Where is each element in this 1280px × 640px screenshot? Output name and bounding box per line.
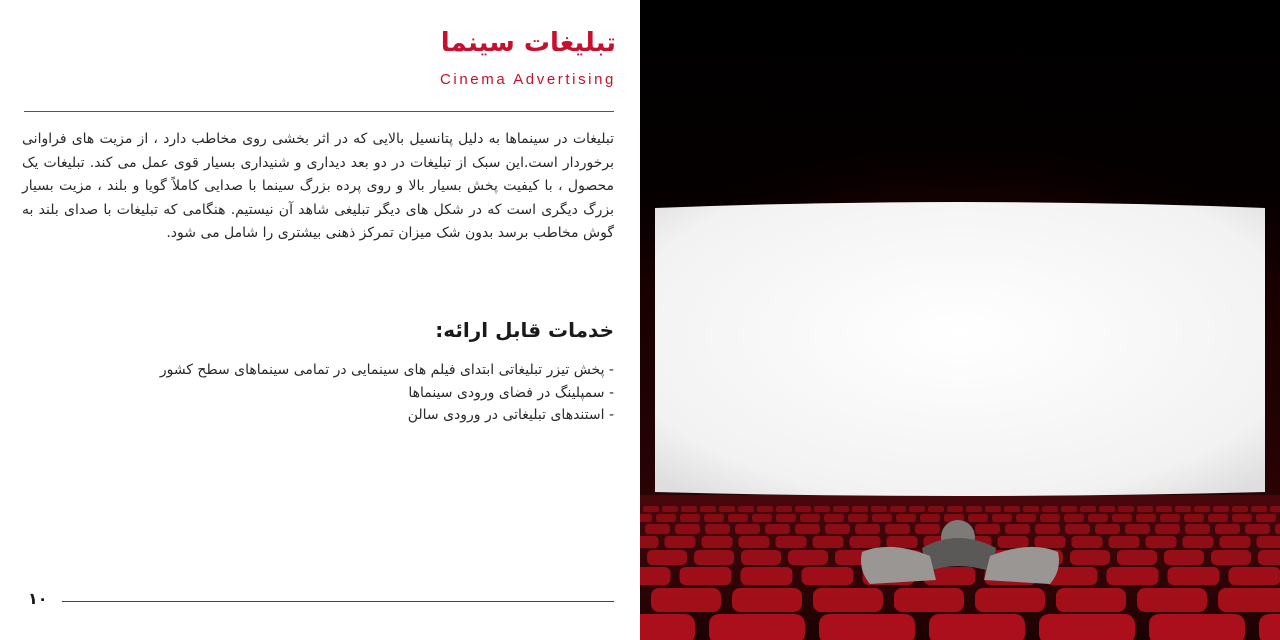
cinema-seat (1208, 514, 1228, 522)
cinema-seat (825, 524, 850, 534)
header-divider (24, 111, 614, 112)
cinema-seat (795, 524, 820, 534)
cinema-seat (776, 506, 792, 512)
page-subtitle: Cinema Advertising (439, 71, 616, 88)
cinema-seat (1184, 514, 1204, 522)
cinema-seat (1232, 506, 1248, 512)
cinema-seat (1080, 506, 1096, 512)
cinema-seat (1155, 524, 1180, 534)
cinema-seat (1137, 588, 1207, 612)
cinema-seat (915, 524, 940, 534)
cinema-seat (896, 514, 916, 522)
cinema-seat (1245, 524, 1270, 534)
cinema-seat (1035, 536, 1066, 548)
cinema-seat (824, 514, 844, 522)
cinema-seat (675, 524, 700, 534)
cinema-seat (1211, 550, 1251, 565)
cinema-seat (1117, 550, 1157, 565)
cinema-seat (833, 506, 849, 512)
cinema-seat (1107, 567, 1159, 585)
list-item: - سمپلینگ در فضای ورودی سینماها (408, 384, 614, 401)
cinema-seat (732, 588, 802, 612)
cinema-seat (909, 506, 925, 512)
cinema-seat (680, 514, 700, 522)
cinema-seat (665, 536, 696, 548)
cinema-seat (802, 567, 854, 585)
cinema-seat (1275, 524, 1280, 534)
cinema-seat (920, 514, 940, 522)
cinema-seat (1035, 524, 1060, 534)
cinema-seat (1175, 506, 1191, 512)
cinema-seat (640, 514, 652, 522)
cinema-seat (1016, 514, 1036, 522)
cinema-theater-illustration (640, 0, 1280, 640)
cinema-seat (1149, 614, 1245, 640)
list-item: - پخش تیزر تبلیغاتی ابتدای فیلم های سینمایی در تمامی سینماهای سطح کشور (159, 362, 614, 378)
cinema-seat (640, 614, 695, 640)
intro-paragraph: تبلیغات در سینماها به دلیل پتانسیل بالایی که در اثر بخشی روی مخاطب دارد ، از مزیت های فراوانی برخوردار است.این سبک از تبلیغات در دو بعد دیداری و شنیداری بسیار قوی عمل می کند. تبلیغات یک محصول ، با کیفیت پخش بسیار بالا و روی پرده بزرگ سینما با صدایی کاملاً گویا و بلند ، مزیت بسیار بزرگ دیگری است که در شکل های دیگر تبلیغی شاهد آن نیستیم. هنگامی که تبلیغات با صدای بلند به گوش مخاطب برسد بدون شک میزان تمرکز ذهنی بیشتری را شامل می شود. (22, 131, 614, 241)
cinema-seat (776, 536, 807, 548)
cinema-seat (1118, 506, 1134, 512)
cinema-seat (643, 506, 659, 512)
cinema-seat (741, 567, 793, 585)
cinema-seat (1065, 524, 1090, 534)
cinema-seat (871, 506, 887, 512)
cinema-seat (681, 506, 697, 512)
cinema-seat (947, 506, 963, 512)
services-list (54, 359, 614, 427)
cinema-seat (728, 514, 748, 522)
cinema-seat (735, 524, 760, 534)
page-title: تبلیغات سینما (440, 28, 616, 58)
cinema-seat (776, 514, 796, 522)
cinema-seat (1109, 536, 1140, 548)
cinema-seat (1185, 524, 1210, 534)
cinema-seat (738, 506, 754, 512)
cinema-seat (739, 536, 770, 548)
cinema-screen (655, 202, 1265, 496)
cinema-seat (680, 567, 732, 585)
cinema-seat (704, 514, 724, 522)
cinema-seat (929, 614, 1025, 640)
cinema-seat (1136, 514, 1156, 522)
cinema-seat (1220, 536, 1251, 548)
cinema-seat (1259, 614, 1280, 640)
cinema-seat (1070, 550, 1110, 565)
cinema-seat (656, 514, 676, 522)
cinema-seat (1229, 567, 1280, 585)
cinema-seat (855, 524, 880, 534)
cinema-seat (850, 536, 881, 548)
cinema-seat (651, 588, 721, 612)
cinema-photo (640, 0, 1280, 640)
cinema-seat (1061, 506, 1077, 512)
services-heading: خدمات قابل ارائه: (435, 318, 614, 342)
cinema-seat (757, 506, 773, 512)
cinema-seat (705, 524, 730, 534)
cinema-seat (1064, 514, 1084, 522)
cinema-seat (645, 524, 670, 534)
cinema-seat (1125, 524, 1150, 534)
cinema-seat (788, 550, 828, 565)
cinema-seat (894, 588, 964, 612)
cinema-seat (887, 536, 918, 548)
cinema-seat (647, 550, 687, 565)
cinema-seat (966, 506, 982, 512)
cinema-seat (848, 514, 868, 522)
cinema-seat (800, 514, 820, 522)
footer-divider (62, 601, 614, 602)
cinema-seat (852, 506, 868, 512)
cinema-seat (1137, 506, 1153, 512)
cinema-seat (1194, 506, 1210, 512)
cinema-seat (1258, 550, 1280, 565)
cinema-seat (1095, 524, 1120, 534)
cinema-seat (1256, 514, 1276, 522)
cinema-seat (998, 536, 1029, 548)
cinema-seat (872, 514, 892, 522)
cinema-seat (1023, 506, 1039, 512)
cinema-seat (813, 536, 844, 548)
cinema-seat (702, 536, 733, 548)
page-number: ۱۰ (28, 589, 48, 608)
cinema-seat (1164, 550, 1204, 565)
cinema-seat (1112, 514, 1132, 522)
cinema-seat (813, 588, 883, 612)
cinema-seat (890, 506, 906, 512)
cinema-seat (885, 524, 910, 534)
cinema-seat (795, 506, 811, 512)
cinema-seat (741, 550, 781, 565)
cinema-seat (1039, 614, 1135, 640)
cinema-seat (975, 524, 1000, 534)
cinema-seat (1232, 514, 1252, 522)
cinema-seat (968, 514, 988, 522)
cinema-seat (709, 614, 805, 640)
cinema-seat (814, 506, 830, 512)
cinema-seat (1088, 514, 1108, 522)
cinema-seat (928, 506, 944, 512)
cinema-seat (1251, 506, 1267, 512)
cinema-seat (752, 514, 772, 522)
cinema-seat (1215, 524, 1240, 534)
cinema-seat (992, 514, 1012, 522)
cinema-seat (1213, 506, 1229, 512)
cinema-seat (985, 506, 1001, 512)
cinema-seat (1042, 506, 1058, 512)
cinema-seat (1183, 536, 1214, 548)
cinema-seat (765, 524, 790, 534)
cinema-seat (1146, 536, 1177, 548)
cinema-seat (1005, 524, 1030, 534)
cinema-seat (1270, 506, 1280, 512)
cinema-seat (1072, 536, 1103, 548)
cinema-seat (1004, 506, 1020, 512)
cinema-seat (1099, 506, 1115, 512)
cinema-seat (1257, 536, 1280, 548)
cinema-seat (819, 614, 915, 640)
cinema-seat (694, 550, 734, 565)
cinema-seat (1218, 588, 1280, 612)
list-item: - استندهای تبلیغاتی در ورودی سالن (407, 407, 614, 423)
cinema-seat (1156, 506, 1172, 512)
cinema-seat (1168, 567, 1220, 585)
cinema-seat (1056, 588, 1126, 612)
cinema-seat (640, 567, 671, 585)
cinema-seat (1040, 514, 1060, 522)
cinema-seat (719, 506, 735, 512)
cinema-seat (700, 506, 716, 512)
cinema-seat (662, 506, 678, 512)
cinema-seat (1160, 514, 1180, 522)
cinema-seat (640, 536, 659, 548)
cinema-seat (975, 588, 1045, 612)
